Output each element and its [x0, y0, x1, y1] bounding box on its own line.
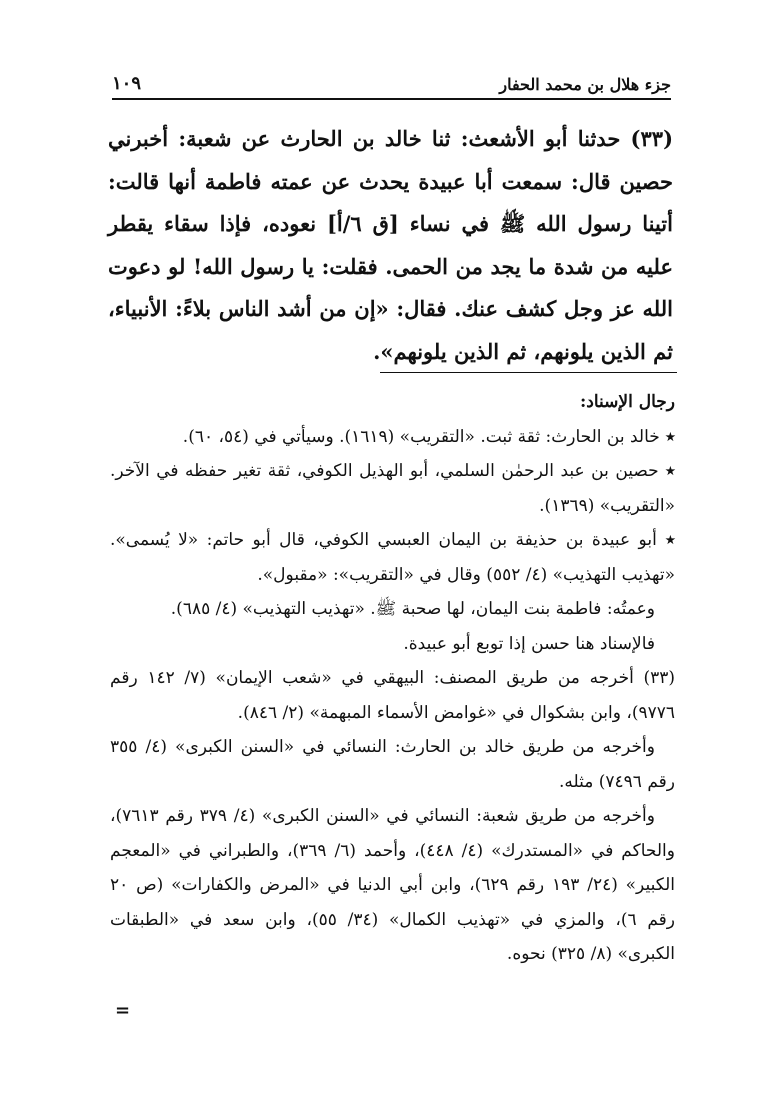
footnotes — [110, 385, 675, 972]
narrator-note-1: ٭ خالد بن الحارث: ثقة ثبت. «التقريب» (١٦١٩). وسيأتي في (٥٤، ٦٠). — [110, 420, 675, 455]
takhrij-1: (٣٣) أخرجه من طريق المصنف: البيهقي في «شعب الإيمان» (٧/ ١٤٢ رقم ٩٧٧٦)، وابن بشكوال في «غوامض الأسماء المبهمة» (٢/ ٨٤٦). — [110, 668, 675, 723]
takhrij-3: وأخرجه من طريق شعبة: النسائي في «السنن الكبرى» (٤/ ٣٧٩ رقم ٧٦١٣)، والحاكم في «المستدرك» (٤/ ٤٤٨)، وأحمد (٦/ ٣٦٩)، والطبراني في «المعجم الكبير» (٢٤/ ١٩٣ رقم ٦٢٩)، وابن أبي الدنيا في «المرض والكفارات» (ص ٢٠ رقم ٦)، والمزي في «تهذيب الكمال» (٣٤/ ٥٥)، وابن سعد في «الطبقات الكبرى» (٨/ ٣٢٥) نحوه. — [110, 806, 676, 964]
hadith-text — [108, 118, 673, 373]
narrator-note-3: ٭ أبو عبيدة بن حذيفة بن اليمان العبسي الكوفي، قال أبو حاتم: «لا يُسمى». «تهذيب التهذيب» (٤/ ٥٥٢) وقال في «التقريب»: «مقبول». — [110, 523, 675, 592]
narrator-note-2: ٭ حصين بن عبد الرحمٰن السلمي، أبو الهذيل الكوفي، ثقة تغير حفظه في الآخر. «التقريب» (١٣٦٩). — [110, 454, 675, 523]
page-header — [112, 66, 671, 100]
hadith-paragraph: (٣٣) حدثنا أبو الأشعث: ثنا خالد بن الحارث عن شعبة: أخبرني حصين قال: سمعت أبا عبيدة يحدث عن عمته فاطمة أنها قالت: أتينا رسول الله ﷺ في نساء [ق ٦/أ] نعوده، فإذا سقاء يقطر عليه من شدة ما يجد من الحمى. فقلت: يا رسول الله! لو دعوت الله عز وجل كشف عنك. فقال: «إن من أشد الناس بلاءً: الأنبياء، ثم الذين يلونهم، ثم الذين يلونهم». — [108, 126, 673, 364]
running-title: جزء هلال بن محمد الحفار — [499, 75, 671, 94]
isnad-verdict: فالإسناد هنا حسن إذا توبع أبو عبيدة. — [403, 633, 655, 654]
notes-heading: رجال الإسناد: — [580, 392, 675, 412]
takhrij-2: وأخرجه من طريق خالد بن الحارث: النسائي في «السنن الكبرى» (٤/ ٣٥٥ رقم ٧٤٩٦) مثله. — [110, 737, 675, 792]
continuation-mark: = — [115, 1000, 131, 1021]
footnote-divider — [380, 372, 677, 373]
narrator-note-4: وعمتُه: فاطمة بنت اليمان، لها صحبة ﷺ. «تهذيب التهذيب» (٤/ ٦٨٥). — [170, 599, 655, 619]
page-number: ١٠٩ — [112, 73, 142, 94]
